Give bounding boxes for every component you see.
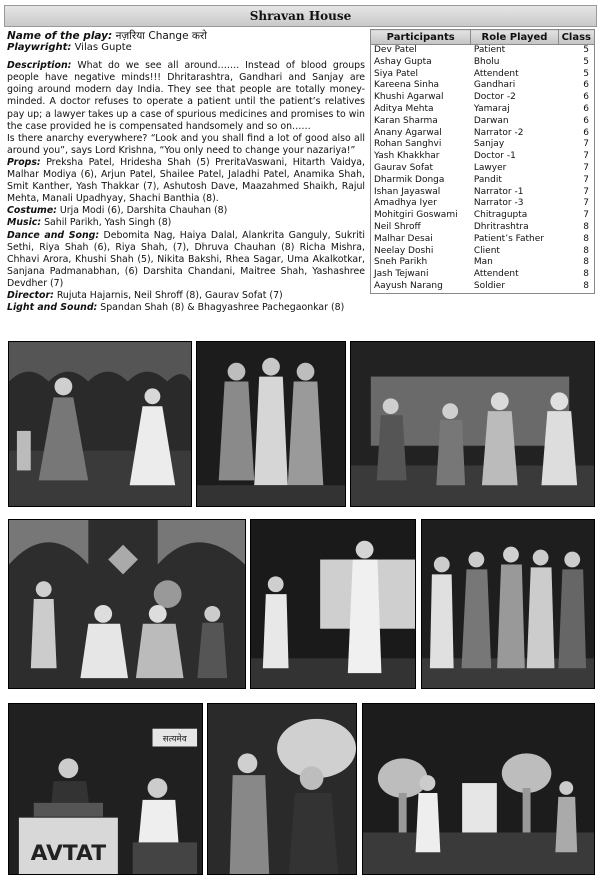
table-row (371, 257, 595, 269)
participant-name: Yash Khakkhar (374, 151, 440, 162)
participant-name: Sneh Parikh (374, 257, 428, 268)
photo-doctor-scene (250, 519, 416, 689)
participant-name: Khushi Agarwal (374, 92, 444, 103)
class-number: 7 (583, 198, 589, 209)
play-name-label: Name of the play: (7, 30, 113, 42)
participant-name: Dharmik Donga (374, 174, 445, 185)
table-header-row (371, 30, 595, 45)
header-class: Class (558, 30, 594, 45)
playwright-label: Playwright: (7, 42, 72, 54)
role-played: Bholu (473, 56, 500, 67)
class-number: 6 (583, 80, 589, 91)
role-played: Client (473, 245, 500, 256)
class-number: 5 (583, 56, 589, 67)
role-played: Yamaraj (473, 103, 510, 114)
participant-name: Neelay Doshi (374, 245, 434, 256)
table-row (371, 128, 595, 140)
class-number: 7 (583, 210, 589, 221)
role-played: Darwan (473, 115, 509, 126)
table-row (371, 198, 595, 210)
photo-dancers-stage (8, 341, 192, 507)
light-sound-label: Light and Sound: (7, 302, 98, 314)
participant-name: Anany Agarwal (374, 127, 442, 138)
table-row (371, 175, 595, 187)
dance-label: Dance and Song: (7, 229, 100, 241)
costume-label: Costume: (7, 205, 57, 217)
class-number: 7 (583, 186, 589, 197)
description-label: Description: (7, 60, 72, 72)
dance-paragraph (7, 230, 365, 290)
participant-name: Rohan Sanghvi (374, 139, 442, 150)
description-text: What do we see all around……. Instead of blood groups people have negative minds!!! Dhritarashtra, Gandhari and Sanjay are going around modern day India. They see that people are totally money-minded. A doctor refuses to operate a patient until the patient’s relatives pay up; a lawyer takes up a case of spurious medicines and promises to win the case provided he is compensated handsomely and so on…… (7, 60, 366, 132)
photo-tree-set (362, 703, 595, 875)
role-played: Attendent (473, 269, 519, 280)
class-number: 6 (583, 92, 589, 103)
role-played: Dhritrashtra (473, 221, 529, 232)
props-paragraph (7, 157, 365, 205)
class-number: 8 (583, 233, 589, 244)
participant-name: Kareena Sinha (374, 80, 440, 91)
photo-choir-line (421, 519, 595, 689)
table-row (371, 187, 595, 199)
table-row (371, 57, 595, 69)
participant-name: Jash Tejwani (374, 269, 429, 280)
participant-name: Gaurav Sofat (374, 162, 434, 173)
role-played: Pandit (473, 174, 502, 185)
table-row (371, 281, 595, 293)
class-number: 7 (583, 139, 589, 150)
role-played: Patient (473, 45, 506, 55)
photo-girls-singing (196, 341, 346, 507)
role-played: Chitragupta (473, 210, 528, 221)
role-played: Narrator -1 (473, 186, 524, 197)
participant-name: Mohitgiri Goswami (374, 210, 458, 221)
table-row (371, 116, 595, 128)
dance-text: Debomita Nag, Haiya Dalal, Alankrita Ganguly, Sukriti Sethi, Riya Shah (6), Riya Shah, (7), Dhruva Chauhan (8) Richa Mishra, Chhavi Arora, Khushi Shah (5), Nikita Bakshi, Rhea Sagar, Uma Akalkotkar, Sanjana Padmanabhan, (6) Darshita Chandani, Maitree Shah, Yashashree Devdher (7) (7, 229, 366, 289)
music-paragraph (7, 217, 365, 229)
header-participants: Participants (371, 30, 471, 45)
role-played: Narrator -2 (473, 127, 524, 138)
participant-name: Dev Patel (374, 45, 417, 55)
role-played: Lawyer (473, 162, 507, 173)
role-played: Narrator -3 (473, 198, 524, 209)
music-text: Sahil Parikh, Yash Singh (8) (44, 217, 172, 229)
class-number: 8 (583, 245, 589, 256)
table-row (371, 104, 595, 116)
class-number: 8 (583, 221, 589, 232)
role-played: Gandhari (473, 80, 516, 91)
light-sound-text: Spandan Shah (8) & Bhagyashree Pachegaonkar (8) (100, 302, 345, 314)
costume-text: Urja Modi (6), Darshita Chauhan (8) (59, 205, 228, 217)
class-number: 8 (583, 257, 589, 268)
role-played: Attendent (473, 68, 519, 79)
props-text: Preksha Patel, Hridesha Shah (5) PreritaVaswani, Hitarth Vaidya, Malhar Modiya (6), Arjun Patel, Shailee Patel, Jaladhi Patel, Anamika Shah, Smit Kanther, Yash Thakkar (7), Ashutosh Dave, Maazahmed Shaikh, Rajul Mehta, Manali Upadhyay, Shachi Banthia (8). (7, 156, 365, 205)
class-number: 7 (583, 162, 589, 173)
role-played: Man (473, 257, 493, 268)
class-number: 8 (583, 269, 589, 280)
participant-name: Karan Sharma (374, 115, 438, 126)
podium-sign: AVTAT (30, 841, 107, 867)
table-row (371, 246, 595, 258)
table-row (371, 69, 595, 81)
table-row (371, 92, 595, 104)
role-played: Patient’s Father (473, 233, 544, 244)
play-name-line (7, 30, 365, 42)
table-row (371, 269, 595, 281)
header-role: Role Played (471, 30, 558, 45)
role-played: Doctor -1 (473, 151, 516, 162)
class-number: 5 (583, 68, 589, 79)
class-number: 7 (583, 174, 589, 185)
music-label: Music: (7, 217, 42, 229)
description-paragraph (7, 60, 365, 133)
participants-body (371, 45, 595, 294)
table-row (371, 222, 595, 234)
house-title-bar (4, 5, 597, 27)
play-details (7, 30, 365, 314)
participant-name: Ishan Jayaswal (374, 186, 441, 197)
participants-table (370, 29, 595, 294)
table-row (371, 163, 595, 175)
class-number: 6 (583, 103, 589, 114)
playwright-line (7, 42, 365, 54)
class-number: 6 (583, 127, 589, 138)
role-played: Doctor -2 (473, 92, 516, 103)
photo-yamaraj-scene (207, 703, 357, 875)
participant-name: Aayush Narang (374, 280, 443, 291)
light-sound-paragraph (7, 302, 365, 314)
class-number: 6 (583, 115, 589, 126)
playwright-value: Vilas Gupte (74, 42, 132, 54)
participant-name: Neil Shroff (374, 221, 421, 232)
house-title: Shravan House (249, 9, 352, 23)
director-paragraph (7, 290, 365, 302)
role-played: Soldier (473, 280, 506, 291)
props-label: Props: (7, 156, 41, 168)
photo-group-dance (350, 341, 595, 507)
participant-name: Malhar Desai (374, 233, 433, 244)
class-number: 8 (583, 280, 589, 291)
class-number: 5 (583, 45, 589, 55)
participant-name: Aditya Mehta (374, 103, 434, 114)
table-row (371, 80, 595, 92)
photo-court-scene (8, 519, 246, 689)
photo-lawyer-podium (8, 703, 203, 875)
participant-name: Amadhya Iyer (374, 198, 437, 209)
director-text: Rujuta Hajarnis, Neil Shroff (8), Gaurav Sofat (7) (56, 289, 283, 301)
anarchy-paragraph: Is there anarchy everywhere? “Look and you shall find a lot of good also all around you”, says Lord Krishna, “You only need to change your nazariya!” (7, 132, 365, 156)
costume-paragraph (7, 205, 365, 217)
table-row (371, 139, 595, 151)
table-row (371, 210, 595, 222)
participant-name: Siya Patel (374, 68, 419, 79)
table-row (371, 151, 595, 163)
director-label: Director: (7, 289, 54, 301)
table-row (371, 45, 595, 57)
role-played: Sanjay (473, 139, 505, 150)
play-name-value: नज़रिया Change करो (115, 30, 207, 42)
board-sign: सत्यमेव (162, 734, 187, 745)
table-row (371, 234, 595, 246)
participant-name: Ashay Gupta (374, 56, 432, 67)
class-number: 7 (583, 151, 589, 162)
